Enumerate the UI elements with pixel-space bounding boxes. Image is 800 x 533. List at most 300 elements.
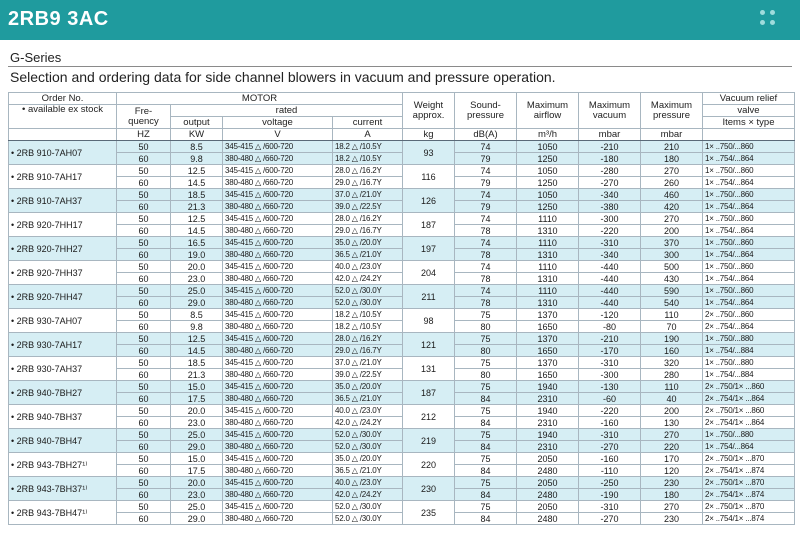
cell-output: 18.5 [171, 357, 223, 369]
col-voltage: voltage [223, 117, 333, 129]
cell-voltage: 380-480 △ /660-720 [223, 393, 333, 405]
table-row [9, 249, 795, 261]
cell-vacuum: -440 [579, 297, 641, 309]
page-title: 2RB9 3AC [8, 8, 109, 30]
cell-model: • 2RB 940-7BH27 [9, 381, 117, 405]
cell-airflow: 1370 [517, 309, 579, 321]
cell-output: 8.5 [171, 309, 223, 321]
table-row [9, 309, 795, 321]
cell-frequency: 50 [117, 453, 171, 465]
cell-airflow: 2480 [517, 465, 579, 477]
cell-output: 9.8 [171, 153, 223, 165]
cell-pressure: 260 [641, 177, 703, 189]
cell-model: • 2RB 930-7AH07 [9, 309, 117, 333]
cell-sound: 75 [455, 501, 517, 513]
table-row [9, 381, 795, 393]
cell-pressure: 170 [641, 453, 703, 465]
col-valve: valve [703, 105, 795, 117]
col-order-no: Order No. [9, 93, 117, 105]
cell-sound: 75 [455, 333, 517, 345]
cell-airflow: 1050 [517, 165, 579, 177]
cell-current: 29.0 △ /16.7Y [333, 345, 403, 357]
cell-sound: 74 [455, 261, 517, 273]
cell-sound: 74 [455, 141, 517, 153]
cell-frequency: 50 [117, 261, 171, 273]
cell-voltage: 380-480 △ /660-720 [223, 489, 333, 501]
cell-voltage: 345-415 △ /600-720 [223, 165, 333, 177]
cell-sound: 74 [455, 189, 517, 201]
cell-valve: 2× ..754/1× ...874 [703, 465, 795, 477]
cell-weight: 235 [403, 501, 455, 525]
cell-current: 52.0 △ /30.0Y [333, 441, 403, 453]
cell-output: 29.0 [171, 513, 223, 525]
cell-vacuum: -170 [579, 345, 641, 357]
cell-vacuum: -80 [579, 321, 641, 333]
cell-weight: 93 [403, 141, 455, 165]
cell-sound: 75 [455, 357, 517, 369]
cell-output: 21.3 [171, 369, 223, 381]
cell-pressure: 270 [641, 213, 703, 225]
cell-sound: 75 [455, 477, 517, 489]
col-items: Items × type [703, 117, 795, 129]
col-output: output [171, 117, 223, 129]
cell-vacuum: -440 [579, 285, 641, 297]
col-rated: rated [171, 105, 403, 117]
cell-pressure: 500 [641, 261, 703, 273]
cell-output: 29.0 [171, 297, 223, 309]
cell-voltage: 380-480 △ /660-720 [223, 153, 333, 165]
table-row [9, 153, 795, 165]
cell-frequency: 60 [117, 321, 171, 333]
cell-current: 18.2 △ /10.5Y [333, 321, 403, 333]
unit-kw: KW [171, 129, 223, 141]
cell-voltage: 345-415 △ /600-720 [223, 429, 333, 441]
cell-voltage: 380-480 △ /660-720 [223, 273, 333, 285]
cell-weight: 211 [403, 285, 455, 309]
cell-output: 25.0 [171, 501, 223, 513]
cell-sound: 84 [455, 441, 517, 453]
unit-pressure: mbar [641, 129, 703, 141]
cell-voltage: 380-480 △ /660-720 [223, 513, 333, 525]
cell-voltage: 380-480 △ /660-720 [223, 465, 333, 477]
col-relief: Vacuum relief [703, 93, 795, 105]
table-row [9, 141, 795, 153]
cell-pressure: 270 [641, 501, 703, 513]
cell-voltage: 380-480 △ /660-720 [223, 201, 333, 213]
cell-frequency: 50 [117, 429, 171, 441]
cell-output: 15.0 [171, 453, 223, 465]
cell-output: 12.5 [171, 165, 223, 177]
cell-valve: 1× ..754/...884 [703, 369, 795, 381]
cell-output: 25.0 [171, 429, 223, 441]
cell-voltage: 345-415 △ /600-720 [223, 261, 333, 273]
cell-current: 40.0 △ /23.0Y [333, 261, 403, 273]
cell-pressure: 300 [641, 249, 703, 261]
cell-pressure: 70 [641, 321, 703, 333]
cell-sound: 75 [455, 429, 517, 441]
cell-weight: 98 [403, 309, 455, 333]
cell-output: 12.5 [171, 213, 223, 225]
cell-voltage: 345-415 △ /600-720 [223, 453, 333, 465]
cell-voltage: 345-415 △ /600-720 [223, 213, 333, 225]
cell-model: • 2RB 910-7AH07 [9, 141, 117, 165]
table-row [9, 261, 795, 273]
cell-current: 29.0 △ /16.7Y [333, 225, 403, 237]
cell-pressure: 220 [641, 441, 703, 453]
table-row [9, 345, 795, 357]
cell-valve: 2× ..750/1× ...870 [703, 453, 795, 465]
unit-blank-valve [703, 129, 795, 141]
cell-current: 52.0 △ /30.0Y [333, 513, 403, 525]
cell-voltage: 345-415 △ /600-720 [223, 357, 333, 369]
cell-vacuum: -120 [579, 309, 641, 321]
table-row [9, 357, 795, 369]
cell-valve: 1× ..750/...860 [703, 141, 795, 153]
col-max-pressure: Maximum pressure [641, 93, 703, 129]
cell-sound: 84 [455, 465, 517, 477]
cell-model: • 2RB 940-7BH37 [9, 405, 117, 429]
cell-pressure: 270 [641, 429, 703, 441]
cell-vacuum: -210 [579, 333, 641, 345]
cell-airflow: 1940 [517, 381, 579, 393]
cell-valve: 1× ..754/...864 [703, 225, 795, 237]
col-sound: Sound- pressure [455, 93, 517, 129]
cell-model: • 2RB 943-7BH37¹⁾ [9, 477, 117, 501]
unit-vacuum: mbar [579, 129, 641, 141]
table-row [9, 285, 795, 297]
cell-vacuum: -310 [579, 501, 641, 513]
cell-vacuum: -340 [579, 249, 641, 261]
cell-sound: 84 [455, 417, 517, 429]
cell-frequency: 50 [117, 213, 171, 225]
cell-output: 17.5 [171, 465, 223, 477]
cell-frequency: 60 [117, 513, 171, 525]
cell-current: 42.0 △ /24.2Y [333, 417, 403, 429]
cell-sound: 74 [455, 213, 517, 225]
cell-airflow: 1650 [517, 345, 579, 357]
col-max-vacuum: Maximum vacuum [579, 93, 641, 129]
cell-pressure: 230 [641, 477, 703, 489]
cell-vacuum: -160 [579, 417, 641, 429]
cell-frequency: 60 [117, 153, 171, 165]
cell-output: 23.0 [171, 489, 223, 501]
cell-sound: 79 [455, 201, 517, 213]
cell-output: 15.0 [171, 381, 223, 393]
cell-airflow: 1940 [517, 405, 579, 417]
cell-pressure: 110 [641, 309, 703, 321]
table-row [9, 429, 795, 441]
cell-airflow: 1370 [517, 333, 579, 345]
cell-voltage: 345-415 △ /600-720 [223, 333, 333, 345]
cell-sound: 74 [455, 165, 517, 177]
table-row [9, 441, 795, 453]
cell-pressure: 190 [641, 333, 703, 345]
unit-a: A [333, 129, 403, 141]
cell-model: • 2RB 920-7HH17 [9, 213, 117, 237]
cell-current: 36.5 △ /21.0Y [333, 465, 403, 477]
cell-current: 36.5 △ /21.0Y [333, 393, 403, 405]
cell-valve: 1× ..750/...860 [703, 213, 795, 225]
col-available: • available ex stock [9, 105, 117, 129]
cell-sound: 80 [455, 321, 517, 333]
cell-pressure: 430 [641, 273, 703, 285]
grid-dots-icon [758, 8, 786, 32]
col-weight: Weight approx. [403, 93, 455, 129]
cell-frequency: 50 [117, 237, 171, 249]
cell-airflow: 1310 [517, 273, 579, 285]
unit-kg: kg [403, 129, 455, 141]
cell-sound: 74 [455, 285, 517, 297]
cell-voltage: 380-480 △ /660-720 [223, 369, 333, 381]
cell-frequency: 60 [117, 369, 171, 381]
cell-output: 25.0 [171, 285, 223, 297]
cell-vacuum: -270 [579, 513, 641, 525]
cell-airflow: 1110 [517, 237, 579, 249]
cell-frequency: 50 [117, 405, 171, 417]
cell-pressure: 540 [641, 297, 703, 309]
cell-pressure: 130 [641, 417, 703, 429]
cell-current: 36.5 △ /21.0Y [333, 249, 403, 261]
cell-airflow: 1310 [517, 249, 579, 261]
cell-valve: 1× ..750/...860 [703, 189, 795, 201]
title-bar [0, 0, 800, 40]
cell-sound: 79 [455, 153, 517, 165]
cell-current: 35.0 △ /20.0Y [333, 453, 403, 465]
cell-airflow: 1310 [517, 225, 579, 237]
cell-vacuum: -440 [579, 261, 641, 273]
cell-frequency: 60 [117, 177, 171, 189]
cell-current: 39.0 △ /22.5Y [333, 201, 403, 213]
cell-voltage: 380-480 △ /660-720 [223, 297, 333, 309]
cell-pressure: 180 [641, 489, 703, 501]
cell-airflow: 1650 [517, 321, 579, 333]
cell-valve: 1× ..750/...880 [703, 357, 795, 369]
cell-output: 21.3 [171, 201, 223, 213]
cell-model: • 2RB 920-7HH27 [9, 237, 117, 261]
cell-sound: 78 [455, 225, 517, 237]
cell-frequency: 50 [117, 333, 171, 345]
cell-sound: 78 [455, 273, 517, 285]
cell-current: 52.0 △ /30.0Y [333, 429, 403, 441]
cell-airflow: 2310 [517, 441, 579, 453]
cell-pressure: 420 [641, 201, 703, 213]
table-row [9, 465, 795, 477]
cell-frequency: 60 [117, 249, 171, 261]
unit-blank [9, 129, 117, 141]
cell-vacuum: -270 [579, 441, 641, 453]
cell-valve: 1× ..754/...864 [703, 441, 795, 453]
cell-voltage: 380-480 △ /660-720 [223, 441, 333, 453]
cell-weight: 116 [403, 165, 455, 189]
cell-weight: 126 [403, 189, 455, 213]
cell-vacuum: -300 [579, 369, 641, 381]
cell-pressure: 210 [641, 141, 703, 153]
cell-voltage: 380-480 △ /660-720 [223, 321, 333, 333]
cell-pressure: 270 [641, 165, 703, 177]
cell-airflow: 2310 [517, 417, 579, 429]
cell-sound: 78 [455, 249, 517, 261]
cell-airflow: 1310 [517, 297, 579, 309]
cell-vacuum: -160 [579, 453, 641, 465]
cell-valve: 2× ..754/1× ...874 [703, 513, 795, 525]
cell-current: 29.0 △ /16.7Y [333, 177, 403, 189]
table-row [9, 513, 795, 525]
cell-valve: 2× ..754/1× ...864 [703, 393, 795, 405]
col-current: current [333, 117, 403, 129]
cell-voltage: 380-480 △ /660-720 [223, 345, 333, 357]
table-row [9, 177, 795, 189]
cell-current: 28.0 △ /16.2Y [333, 165, 403, 177]
cell-current: 35.0 △ /20.0Y [333, 381, 403, 393]
cell-sound: 75 [455, 309, 517, 321]
cell-current: 18.2 △ /10.5Y [333, 153, 403, 165]
cell-valve: 1× ..750/...860 [703, 285, 795, 297]
table-row [9, 393, 795, 405]
cell-voltage: 380-480 △ /660-720 [223, 177, 333, 189]
cell-valve: 1× ..754/...864 [703, 249, 795, 261]
cell-valve: 2× ..750/1× ...860 [703, 405, 795, 417]
series-label: G-Series [10, 50, 62, 65]
col-motor: MOTOR [117, 93, 403, 105]
cell-output: 19.0 [171, 249, 223, 261]
cell-voltage: 345-415 △ /600-720 [223, 405, 333, 417]
cell-weight: 131 [403, 357, 455, 381]
cell-airflow: 2310 [517, 393, 579, 405]
cell-vacuum: -440 [579, 273, 641, 285]
unit-dba: dB(A) [455, 129, 517, 141]
table-row [9, 297, 795, 309]
cell-vacuum: -380 [579, 201, 641, 213]
cell-frequency: 50 [117, 141, 171, 153]
cell-frequency: 50 [117, 477, 171, 489]
cell-voltage: 380-480 △ /660-720 [223, 249, 333, 261]
cell-sound: 75 [455, 453, 517, 465]
cell-voltage: 345-415 △ /600-720 [223, 477, 333, 489]
cell-sound: 84 [455, 393, 517, 405]
cell-weight: 204 [403, 261, 455, 285]
cell-vacuum: -220 [579, 225, 641, 237]
cell-output: 29.0 [171, 441, 223, 453]
cell-current: 52.0 △ /30.0Y [333, 501, 403, 513]
cell-current: 18.2 △ /10.5Y [333, 141, 403, 153]
table-row [9, 453, 795, 465]
cell-airflow: 1250 [517, 177, 579, 189]
cell-vacuum: -310 [579, 237, 641, 249]
cell-frequency: 50 [117, 285, 171, 297]
table-row [9, 477, 795, 489]
cell-frequency: 60 [117, 441, 171, 453]
cell-sound: 75 [455, 405, 517, 417]
cell-model: • 2RB 930-7AH37 [9, 357, 117, 381]
cell-output: 9.8 [171, 321, 223, 333]
cell-current: 42.0 △ /24.2Y [333, 489, 403, 501]
cell-current: 35.0 △ /20.0Y [333, 237, 403, 249]
table-row [9, 333, 795, 345]
cell-voltage: 345-415 △ /600-720 [223, 237, 333, 249]
cell-frequency: 60 [117, 417, 171, 429]
cell-vacuum: -60 [579, 393, 641, 405]
cell-frequency: 50 [117, 381, 171, 393]
cell-pressure: 230 [641, 513, 703, 525]
cell-valve: 1× ..750/...860 [703, 237, 795, 249]
cell-current: 52.0 △ /30.0Y [333, 297, 403, 309]
cell-weight: 197 [403, 237, 455, 261]
unit-airflow: m³/h [517, 129, 579, 141]
table-row [9, 237, 795, 249]
cell-sound: 74 [455, 237, 517, 249]
cell-valve: 2× ..750/1× ...870 [703, 477, 795, 489]
cell-airflow: 2050 [517, 501, 579, 513]
cell-frequency: 50 [117, 309, 171, 321]
cell-weight: 187 [403, 213, 455, 237]
cell-vacuum: -310 [579, 429, 641, 441]
cell-airflow: 2480 [517, 489, 579, 501]
cell-model: • 2RB 943-7BH27¹⁾ [9, 453, 117, 477]
unit-hz: HZ [117, 129, 171, 141]
cell-valve: 1× ..750/...860 [703, 165, 795, 177]
cell-vacuum: -110 [579, 465, 641, 477]
selection-table [8, 92, 795, 525]
cell-voltage: 345-415 △ /600-720 [223, 141, 333, 153]
cell-output: 14.5 [171, 177, 223, 189]
cell-current: 28.0 △ /16.2Y [333, 213, 403, 225]
cell-vacuum: -300 [579, 213, 641, 225]
cell-frequency: 50 [117, 189, 171, 201]
cell-model: • 2RB 920-7HH47 [9, 285, 117, 309]
cell-vacuum: -130 [579, 381, 641, 393]
cell-airflow: 1050 [517, 189, 579, 201]
cell-output: 23.0 [171, 273, 223, 285]
cell-weight: 219 [403, 429, 455, 453]
cell-frequency: 50 [117, 357, 171, 369]
cell-model: • 2RB 910-7AH17 [9, 165, 117, 189]
table-row [9, 189, 795, 201]
table-row [9, 369, 795, 381]
cell-vacuum: -210 [579, 141, 641, 153]
cell-frequency: 60 [117, 297, 171, 309]
cell-pressure: 160 [641, 345, 703, 357]
cell-pressure: 200 [641, 405, 703, 417]
cell-valve: 1× ..750/...880 [703, 333, 795, 345]
cell-pressure: 40 [641, 393, 703, 405]
cell-current: 28.0 △ /16.2Y [333, 333, 403, 345]
col-max-airflow: Maximum airflow [517, 93, 579, 129]
cell-model: • 2RB 910-7AH37 [9, 189, 117, 213]
cell-frequency: 60 [117, 465, 171, 477]
cell-current: 40.0 △ /23.0Y [333, 477, 403, 489]
cell-model: • 2RB 943-7BH47¹⁾ [9, 501, 117, 525]
cell-valve: 2× ..750/...860 [703, 309, 795, 321]
cell-output: 20.0 [171, 477, 223, 489]
cell-frequency: 60 [117, 201, 171, 213]
cell-weight: 212 [403, 405, 455, 429]
cell-frequency: 60 [117, 393, 171, 405]
cell-sound: 79 [455, 177, 517, 189]
table-row [9, 201, 795, 213]
cell-airflow: 1110 [517, 261, 579, 273]
cell-vacuum: -280 [579, 165, 641, 177]
cell-output: 12.5 [171, 333, 223, 345]
cell-frequency: 50 [117, 165, 171, 177]
cell-current: 42.0 △ /24.2Y [333, 273, 403, 285]
cell-vacuum: -310 [579, 357, 641, 369]
cell-weight: 220 [403, 453, 455, 477]
cell-valve: 1× ..754/...864 [703, 297, 795, 309]
cell-pressure: 280 [641, 369, 703, 381]
cell-output: 14.5 [171, 225, 223, 237]
cell-pressure: 110 [641, 381, 703, 393]
cell-voltage: 380-480 △ /660-720 [223, 417, 333, 429]
